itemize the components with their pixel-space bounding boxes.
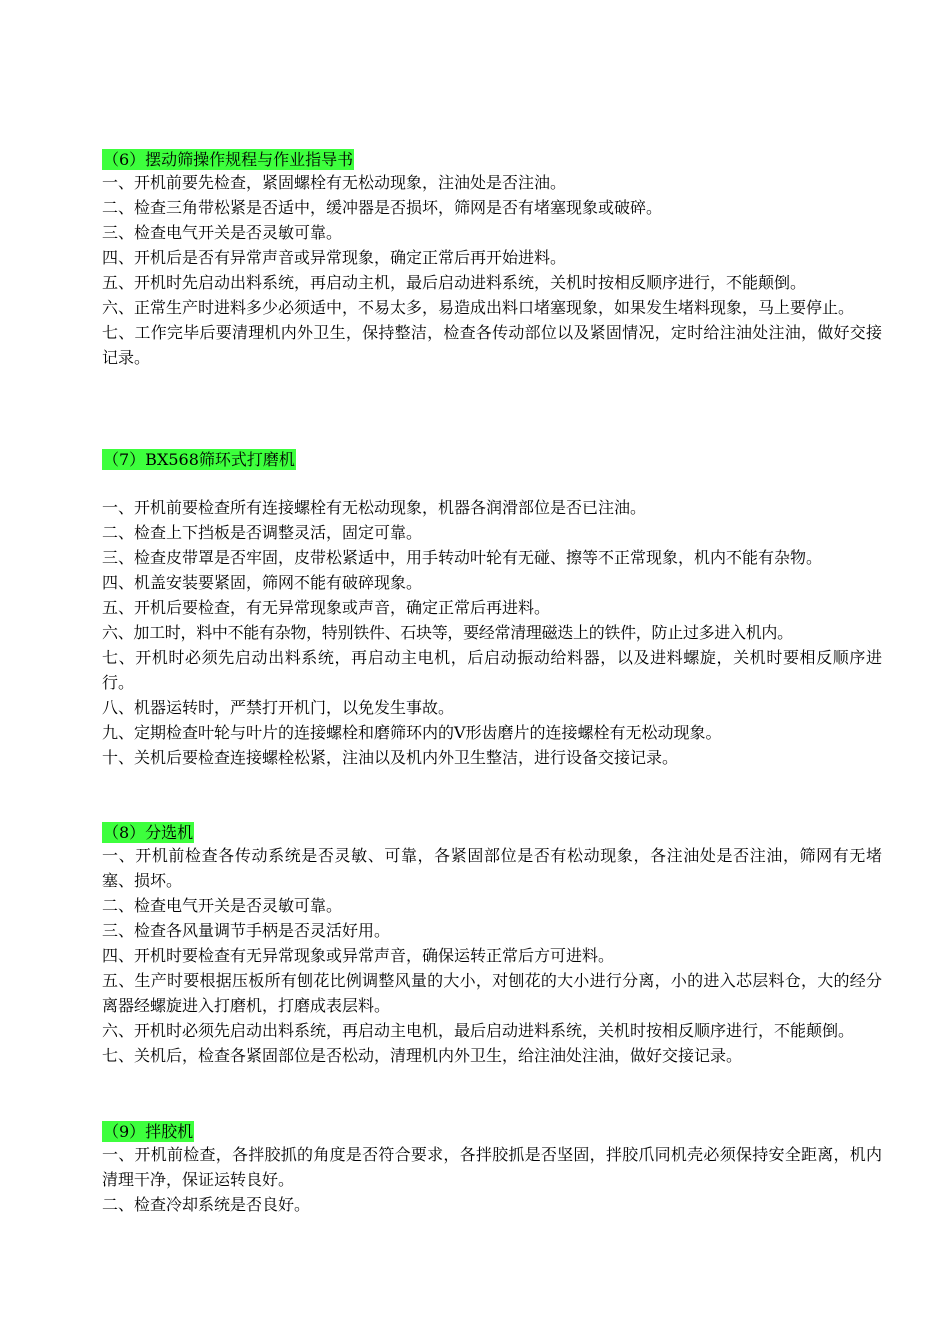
section-heading: （9）拌胶机 [103, 1122, 194, 1141]
paragraph-line: 八、机器运转时，严禁打开机门，以免发生事故。 [102, 698, 455, 717]
paragraph: 六、开机时必须先启动出料系统，再启动主电机，最后启动进料系统，关机时按相反顺序进行，不能颠倒。 [102, 1021, 855, 1040]
paragraph-line: 三、检查各风量调节手柄是否灵活好用。 [102, 921, 391, 940]
paragraph-line: 五、开机后要检查，有无异常现象或声音，确定正常后再进料。 [102, 598, 551, 617]
paragraph: 五、生产时要根据压板所有刨花比例调整风量的大小，对刨花的大小进行分离，小的进入芯层料仓，大的经分离器经螺旋进入打磨机，打磨成表层料。 [102, 971, 882, 1015]
paragraph-line: 四、开机后是否有异常声音或异常现象，确定正常后再开始进料。 [102, 248, 567, 267]
paragraph-line: 四、开机时要检查有无异常现象或异常声音，确保运转正常后方可进料。 [102, 946, 615, 965]
paragraph: 一、开机前检查，各拌胶抓的角度是否符合要求，各拌胶抓是否坚固，拌胶爪同机壳必须保持安全距离，机内清理干净，保证运转良好。 [102, 1145, 882, 1189]
paragraph: 一、开机前检查各传动系统是否灵敏、可靠，各紧固部位是否有松动现象，各注油处是否注油，筛网有无堵塞、损坏。 [102, 846, 882, 890]
paragraph-line: 二、检查上下挡板是否调整灵活，固定可靠。 [102, 523, 423, 542]
paragraph-line: 一、开机前要先检查，紧固螺栓有无松动现象，注油处是否注油。 [102, 173, 567, 192]
section-ring-grinder [102, 449, 882, 770]
paragraph-line: 十、关机后要检查连接螺栓松紧，注油以及机内外卫生整洁，进行设备交接记录。 [102, 748, 679, 767]
paragraph-line: 二、检查电气开关是否灵敏可靠。 [102, 896, 343, 915]
paragraph-line: 六、加工时，料中不能有杂物，特别铁件、石块等，要经常清理磁迭上的铁件，防止过多进入机内。 [102, 623, 793, 642]
section-glue-mixer [102, 1121, 882, 1217]
paragraph-line: 四、机盖安装要紧固，筛网不能有破碎现象。 [102, 573, 423, 592]
paragraph: 六、正常生产时进料多少必须适中，不易太多，易造成出料口堵塞现象，如果发生堵料现象，马上要停止。 [102, 298, 855, 317]
section-swing-sieve [102, 149, 882, 370]
paragraph: 三、检查皮带罩是否牢固，皮带松紧适中，用手转动叶轮有无碰、擦等不正常现象，机内不能有杂物。 [102, 548, 823, 567]
section-heading: （6）摆动筛操作规程与作业指导书 [103, 150, 354, 169]
paragraph-line: 二、检查三角带松紧是否适中，缓冲器是否损坏，筛网是否有堵塞现象或破碎。 [102, 198, 663, 217]
paragraph-line: 一、开机前要检查所有连接螺栓有无松动现象，机器各润滑部位是否已注油。 [102, 498, 647, 517]
paragraph-line: 七、关机后，检查各紧固部位是否松动，清理机内外卫生，给注油处注油，做好交接记录。 [102, 1046, 743, 1065]
section-heading: （7）BX568筛环式打磨机 [103, 450, 295, 469]
blank-line [102, 470, 882, 495]
paragraph-line: 九、定期检查叶轮与叶片的连接螺栓和磨筛环内的V形齿磨片的连接螺栓有无松动现象。 [102, 723, 722, 742]
paragraph-line: 二、检查冷却系统是否良好。 [102, 1195, 311, 1214]
paragraph-line: 三、检查电气开关是否灵敏可靠。 [102, 223, 343, 242]
paragraph: 五、开机时先启动出料系统，再启动主机，最后启动进料系统，关机时按相反顺序进行，不能颠倒。 [102, 273, 807, 292]
section-heading: （8）分选机 [103, 823, 194, 842]
paragraph: 七、工作完毕后要清理机内外卫生，保持整洁，检查各传动部位以及紧固情况，定时给注油处注油，做好交接记录。 [102, 323, 882, 367]
paragraph: 七、开机时必须先启动出料系统，再启动主电机，后启动振动给料器，以及进料螺旋，关机时要相反顺序进行。 [102, 648, 882, 692]
section-sorter [102, 822, 882, 1068]
